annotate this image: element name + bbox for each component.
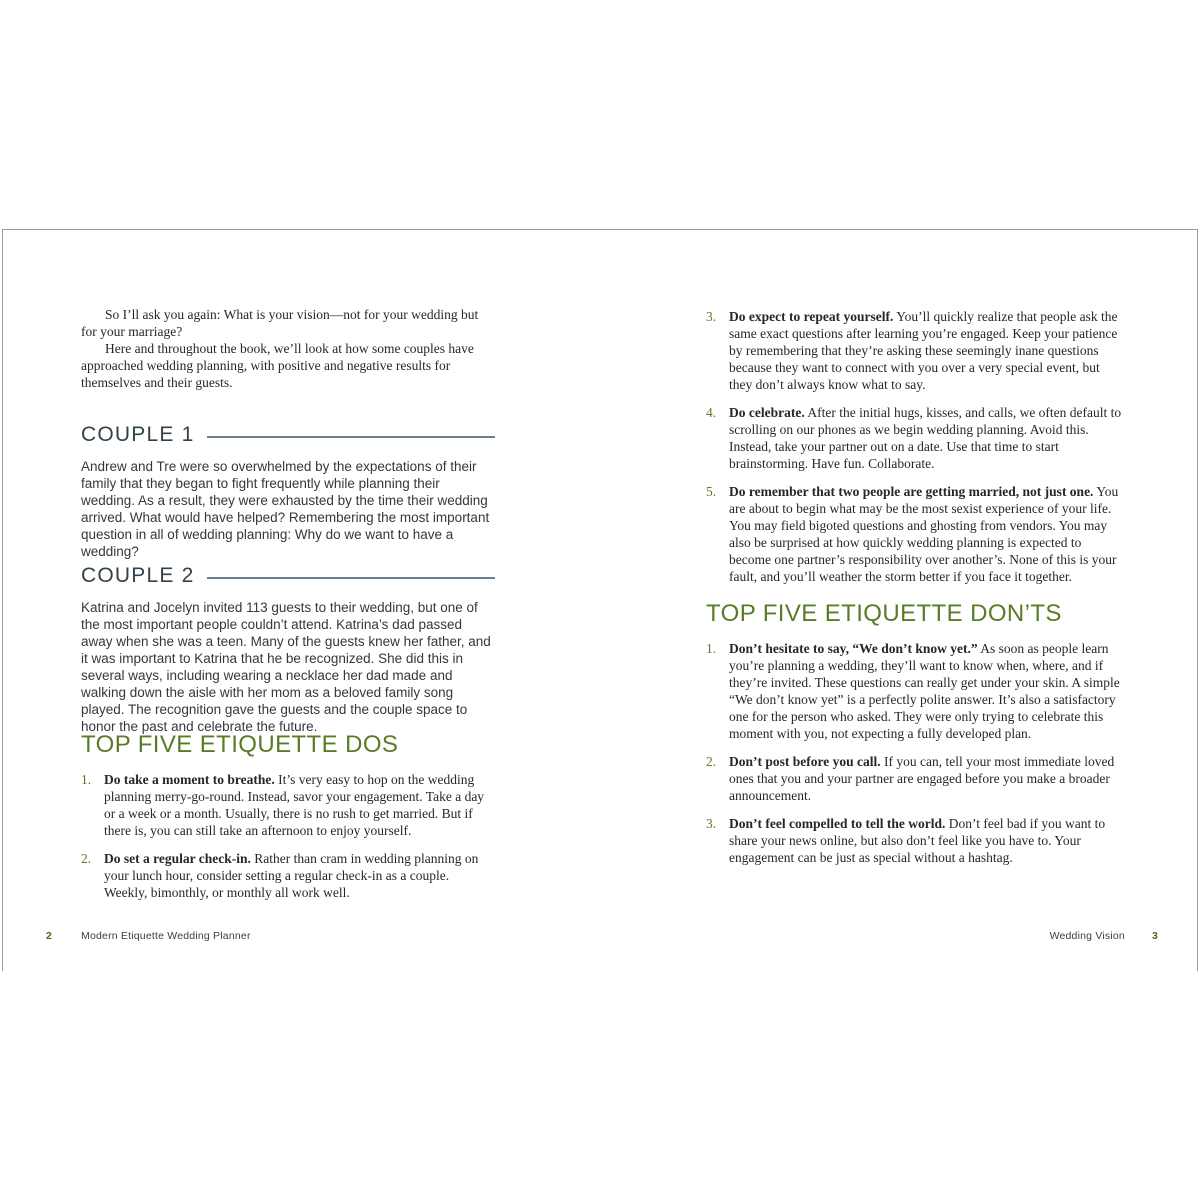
list-item-number: 1. — [81, 772, 92, 787]
list-item-body: You are about to begin what may be the most sexist experience of your life. You may field bigoted questions and ghosting from vendors. You may also be surprised at how quickly wedding planning is expected to become one partner’s responsibility over another’s. None of this is your fault, and you’ll weather the storm better if you face it together. — [729, 484, 1119, 584]
list-item-body: Rather than cram in wedding planning on your lunch hour, consider setting a regular check-in as a couple. Weekly, bimonthly, or monthly all work well. — [104, 851, 479, 900]
heading-rule — [207, 577, 495, 579]
list-item-text — [729, 483, 1124, 585]
intro-paragraph-2: Here and throughout the book, we’ll look at how some couples have approached wedding planning, with positive and negative results for themselves and their guests. — [81, 341, 474, 390]
dos-list — [81, 771, 495, 901]
heading-rule — [207, 436, 495, 438]
list-item-text — [104, 850, 495, 901]
intro-paragraph-1: So I’ll ask you again: What is your vision—not for your wedding but for your marriage? — [81, 307, 479, 339]
list-item-text — [729, 753, 1124, 804]
list-item-number: 4. — [706, 405, 717, 420]
list-item-number: 2. — [81, 851, 92, 866]
list-item-lead: Do set a regular check-in. — [104, 851, 251, 866]
couple-1-paragraph: Andrew and Tre were so overwhelmed by the expectations of their family that they began to fight frequently while planning their wedding. As a result, they were exhausted by the time their wedding arrived. What would have helped? Remembering the most important question in all of wedding planning: Why do we want to have a wedding? — [81, 459, 490, 559]
list-item — [706, 815, 1124, 866]
couple-2-section — [81, 564, 495, 735]
list-item-body: As soon as people learn you’re planning a wedding, they’ll want to know when, where, and if they’re invited. These questions can really get under your skin. A simple “We don’t know yet” is a perfectly polite answer. It’s also a satisfactory one for the person who asked. They were only trying to celebrate this moment with you, not expecting a fully developed plan. — [729, 641, 1120, 741]
list-item-lead: Don’t feel compelled to tell the world. — [729, 816, 946, 831]
page-left — [46, 230, 495, 971]
donts-list — [706, 640, 1124, 866]
list-item-lead: Don’t post before you call. — [729, 754, 881, 769]
intro-paragraphs — [81, 306, 495, 391]
list-item-body: If you can, tell your most immediate loved ones that you and your partner are engaged before you make a broader announcement. — [729, 754, 1115, 803]
page-footer-left — [46, 930, 251, 942]
page-number: 2 — [46, 930, 53, 942]
donts-heading: TOP FIVE ETIQUETTE DON’TS — [706, 600, 1062, 627]
list-item-body: After the initial hugs, kisses, and calls, we often default to scrolling on our phones as we begin wedding planning. Avoid this. Instead, take your partner out on a date. Use that time to start brainstorming. Have fun. Collaborate. — [729, 405, 1122, 471]
couple-2-heading-label: COUPLE 2 — [81, 564, 195, 587]
list-item-text — [729, 404, 1124, 472]
list-item — [81, 771, 495, 839]
dos-heading: TOP FIVE ETIQUETTE DOS — [81, 731, 399, 758]
page-number: 3 — [1151, 930, 1158, 942]
list-item-number: 1. — [706, 641, 717, 656]
list-item-text — [729, 308, 1124, 393]
list-item-body: You’ll quickly realize that people ask the same exact questions after learning you’re engaged. Keep your patience by remembering that they’re asking these seemingly inane questions because they want to connect with you over a very special event, but they don’t always know what to say. — [729, 309, 1118, 392]
list-item — [706, 308, 1124, 393]
list-item-number: 3. — [706, 816, 717, 831]
couple-1-heading-label: COUPLE 1 — [81, 423, 195, 446]
list-item-lead: Do take a moment to breathe. — [104, 772, 275, 787]
list-item — [706, 404, 1124, 472]
list-item-text — [104, 771, 495, 839]
list-item-text — [729, 640, 1124, 742]
list-item-body: Don’t feel bad if you want to share your news online, but also don’t feel like you have to. Your engagement can be just as special without a hashtag. — [729, 816, 1106, 865]
list-item-lead: Don’t hesitate to say, “We don’t know yet.” — [729, 641, 978, 656]
couple-1-section — [81, 423, 495, 560]
couple-1-heading — [81, 423, 495, 447]
list-item-body: It’s very easy to hop on the wedding planning merry-go-round. Instead, savor your engagement. Take a day or a week or a month. Usually, there is no rush to get married. But if there is, you can still take an afternoon to enjoy yourself. — [104, 772, 485, 838]
couple-2-heading — [81, 564, 495, 588]
list-item-text — [729, 815, 1124, 866]
list-item-number: 2. — [706, 754, 717, 769]
list-item — [81, 850, 495, 901]
couple-2-paragraph: Katrina and Jocelyn invited 113 guests to their wedding, but one of the most important people couldn’t attend. Katrina’s dad passed away when she was a teen. Many of the guests knew her father, and it was important to Katrina that he be recognized. She did this in several ways, including wearing a necklace her dad made and walking down the aisle with her mom as a beloved family song played. The recognition gave the guests and the couple space to honor the past and celebrate the future. — [81, 600, 491, 734]
list-item-lead: Do expect to repeat yourself. — [729, 309, 894, 324]
list-item — [706, 640, 1124, 742]
list-item-lead: Do remember that two people are getting married, not just one. — [729, 484, 1094, 499]
book-title: Modern Etiquette Wedding Planner — [81, 930, 251, 942]
list-item — [706, 753, 1124, 804]
chapter-title: Wedding Vision — [1049, 930, 1125, 942]
list-item — [706, 483, 1124, 585]
dos-list-continued — [706, 308, 1124, 585]
list-item-number: 3. — [706, 309, 717, 324]
book-spread — [2, 229, 1198, 971]
page-footer-right — [706, 930, 1158, 942]
list-item-number: 5. — [706, 484, 717, 499]
list-item-lead: Do celebrate. — [729, 405, 805, 420]
page-right — [706, 230, 1158, 971]
